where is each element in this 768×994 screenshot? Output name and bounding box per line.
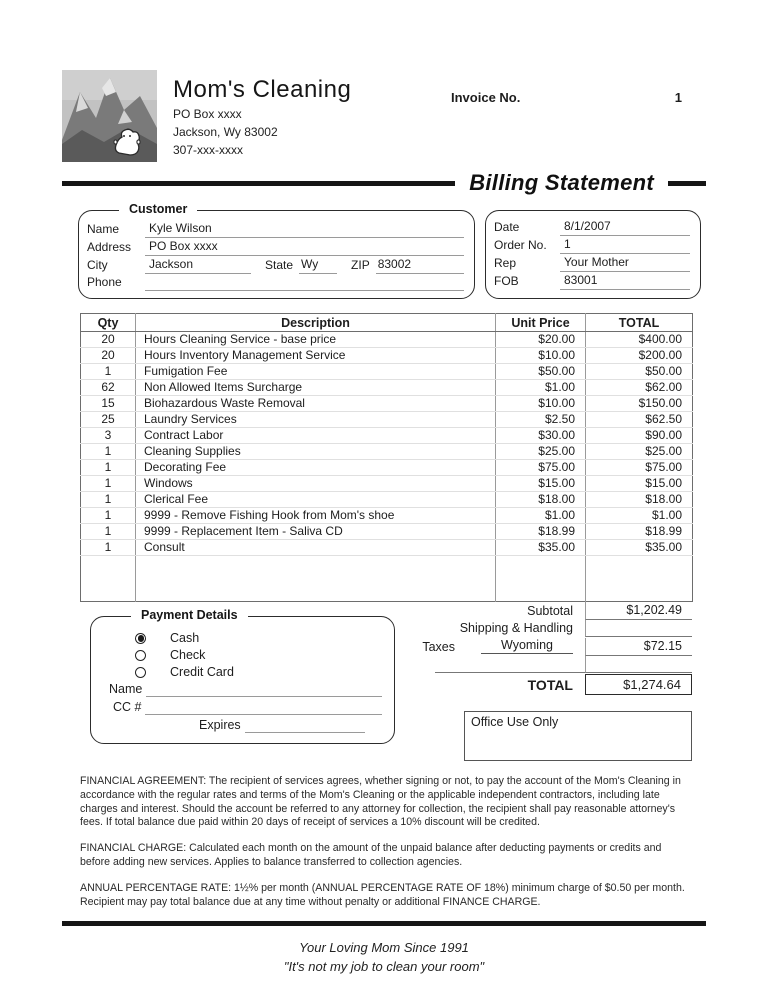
footer-slogan-line1: Your Loving Mom Since 1991 — [299, 940, 469, 956]
company-info — [173, 70, 451, 158]
description-cell: Decorating Fee — [136, 460, 496, 476]
total-cell: $75.00 — [586, 460, 693, 476]
subtotal-label: Subtotal — [527, 604, 573, 618]
order-rep-label: Rep — [494, 256, 517, 270]
total-cell: $62.50 — [586, 412, 693, 428]
table-row — [81, 428, 693, 444]
office-use-only-label: Office Use Only — [471, 715, 559, 729]
invoice-number-block — [451, 90, 706, 105]
order-rep-row — [494, 255, 690, 272]
payment-expires-label: Expires — [199, 718, 241, 732]
table-header-row — [81, 314, 693, 332]
shipping-value — [585, 620, 692, 637]
total-cell: $25.00 — [586, 444, 693, 460]
line-items-body — [81, 332, 693, 602]
payment-option-label: Check — [170, 648, 206, 662]
total-cell: $400.00 — [586, 332, 693, 348]
radio-icon[interactable] — [135, 650, 146, 661]
customer-address-field[interactable]: PO Box xxxx — [145, 239, 464, 256]
order-no-field[interactable]: 1 — [560, 237, 690, 254]
payment-expires-field[interactable] — [245, 719, 365, 733]
mountain-photo — [62, 70, 157, 162]
payment-cc-label: CC # — [113, 700, 142, 714]
taxes-row — [395, 637, 692, 656]
description-cell: Hours Cleaning Service - base price — [136, 332, 496, 348]
total-column-header: TOTAL — [586, 314, 693, 332]
qty-cell: 1 — [81, 508, 136, 524]
qty-cell: 15 — [81, 396, 136, 412]
description-cell: 9999 - Remove Fishing Hook from Mom's shoe — [136, 508, 496, 524]
unit-price-cell: $2.50 — [496, 412, 586, 428]
total-cell: $200.00 — [586, 348, 693, 364]
company-address-line1: PO Box xxxx — [173, 107, 242, 121]
title-rule-right — [668, 181, 706, 186]
payment-name-row — [103, 682, 382, 697]
payment-details-box — [90, 608, 395, 744]
totals-column — [395, 602, 706, 761]
financial-agreement-paragraph: FINANCIAL AGREEMENT: The recipient of services agrees, whether signing or not, to pay the account of the Mom's Cleaning in accordance with the regular rates and terms of the Mom's Cleaning or the applicable independent contractors, including late charges and interest. Should the account be referred to any attorney for collection, the recipient shall pay reasonable attorney's fees. If total balance due paid within 20 days of receipt of services a 10% discount will be credited. — [80, 775, 681, 829]
qty-cell: 1 — [81, 540, 136, 556]
payment-cc-field[interactable] — [145, 701, 382, 715]
total-cell: $18.00 — [586, 492, 693, 508]
description-cell: Consult — [136, 540, 496, 556]
table-row — [81, 332, 693, 348]
order-rep-field[interactable]: Your Mother — [560, 255, 690, 272]
total-cell: $18.99 — [586, 524, 693, 540]
grand-total-value: $1,274.64 — [585, 674, 692, 695]
qty-cell: 25 — [81, 412, 136, 428]
total-cell — [586, 556, 693, 602]
invoice-no-label: Invoice No. — [451, 90, 521, 105]
payment-expires-row — [193, 718, 382, 733]
order-info-box — [485, 210, 701, 299]
table-row — [81, 508, 693, 524]
company-logo — [62, 70, 157, 162]
payment-column — [62, 602, 395, 761]
payment-name-field[interactable] — [146, 683, 382, 697]
subtotal-row — [395, 602, 692, 620]
grand-total-row — [395, 674, 692, 695]
unit-price-cell: $25.00 — [496, 444, 586, 460]
total-cell: $90.00 — [586, 428, 693, 444]
qty-column-header: Qty — [81, 314, 136, 332]
customer-name-row — [87, 221, 464, 238]
shipping-label: Shipping & Handling — [459, 621, 573, 635]
page-header — [62, 70, 706, 162]
table-spacer-row — [81, 556, 693, 602]
subtotal-value: $1,202.49 — [585, 602, 692, 620]
table-row — [81, 460, 693, 476]
description-cell: Hours Inventory Management Service — [136, 348, 496, 364]
payment-option[interactable] — [135, 631, 382, 645]
taxes-value: $72.15 — [585, 638, 692, 656]
taxes-label-group — [395, 637, 585, 656]
qty-cell: 62 — [81, 380, 136, 396]
qty-cell: 1 — [81, 524, 136, 540]
total-cell: $50.00 — [586, 364, 693, 380]
unit-price-cell — [496, 556, 586, 602]
description-column-header: Description — [136, 314, 496, 332]
total-cell: $150.00 — [586, 396, 693, 412]
total-cell: $62.00 — [586, 380, 693, 396]
qty-cell: 1 — [81, 364, 136, 380]
unit-price-cell: $1.00 — [496, 380, 586, 396]
payment-option-label: Cash — [170, 631, 200, 645]
customer-phone-field[interactable] — [145, 276, 464, 291]
line-items-table — [80, 313, 693, 602]
customer-name-field[interactable]: Kyle Wilson — [145, 221, 464, 238]
description-cell: Windows — [136, 476, 496, 492]
description-cell — [136, 556, 496, 602]
customer-phone-label: Phone — [87, 275, 122, 289]
footer-quotes — [62, 938, 706, 976]
description-cell: Biohazardous Waste Removal — [136, 396, 496, 412]
table-row — [81, 348, 693, 364]
qty-cell: 1 — [81, 460, 136, 476]
unit-price-cell: $75.00 — [496, 460, 586, 476]
description-cell: 9999 - Replacement Item - Saliva CD — [136, 524, 496, 540]
customer-address-row — [87, 239, 464, 256]
payment-option-label: Credit Card — [170, 665, 234, 679]
unit-price-cell: $18.99 — [496, 524, 586, 540]
blank-label-line — [435, 659, 585, 673]
total-cell: $35.00 — [586, 540, 693, 556]
order-date-field[interactable]: 8/1/2007 — [560, 219, 690, 236]
unit-price-cell: $10.00 — [496, 396, 586, 412]
terms-section — [80, 775, 688, 909]
table-row — [81, 476, 693, 492]
company-name: Mom's Cleaning — [173, 76, 352, 103]
qty-cell: 20 — [81, 348, 136, 364]
office-use-only-box — [464, 711, 692, 761]
order-fob-label: FOB — [494, 274, 519, 288]
order-no-label: Order No. — [494, 238, 547, 252]
qty-cell: 1 — [81, 444, 136, 460]
taxes-region: Wyoming — [481, 638, 573, 654]
company-phone: 307-xxx-xxxx — [173, 143, 244, 157]
customer-zip-label: ZIP — [351, 258, 370, 272]
invoice-no-value: 1 — [674, 90, 682, 105]
apr-paragraph: ANNUAL PERCENTAGE RATE: 1½% per month (ANNUAL PERCENTAGE RATE OF 18%) minimum charge of $0.50 per month. Recipient may pay total balance due at any time without penalty or additional FINANCE CHARGE. — [80, 881, 685, 908]
unit-price-cell: $20.00 — [496, 332, 586, 348]
payment-option[interactable] — [135, 665, 382, 679]
description-cell: Cleaning Supplies — [136, 444, 496, 460]
footer-rule — [62, 921, 706, 926]
customer-city-label: City — [87, 258, 108, 272]
payment-option[interactable] — [135, 648, 382, 662]
page-title: Billing Statement — [469, 170, 654, 195]
customer-state-label: State — [265, 258, 294, 272]
table-row — [81, 396, 693, 412]
table-row — [81, 540, 693, 556]
table-row — [81, 380, 693, 396]
qty-cell: 3 — [81, 428, 136, 444]
table-row — [81, 524, 693, 540]
table-row — [81, 412, 693, 428]
unit-price-column-header: Unit Price — [496, 314, 586, 332]
order-no-row — [494, 237, 690, 254]
info-boxes-row — [62, 202, 706, 299]
customer-state-field[interactable]: Wy — [299, 257, 337, 274]
description-cell: Non Allowed Items Surcharge — [136, 380, 496, 396]
total-cell: $15.00 — [586, 476, 693, 492]
description-cell: Laundry Services — [136, 412, 496, 428]
customer-box — [78, 202, 475, 299]
financial-charge-paragraph: FINANCIAL CHARGE: Calculated each month on the amount of the unpaid balance after deducting payments or credits and before adding new services. Applies to balance transferred to collection agencies. — [80, 842, 662, 868]
lower-section — [62, 602, 706, 761]
footer-slogan-line2: "It's not my job to clean your room" — [283, 959, 485, 975]
taxes-label: Taxes — [422, 640, 455, 654]
unit-price-cell: $15.00 — [496, 476, 586, 492]
radio-icon[interactable] — [135, 667, 146, 678]
description-cell: Fumigation Fee — [136, 364, 496, 380]
company-address-line2: Jackson, Wy 83002 — [173, 125, 278, 139]
unit-price-cell: $35.00 — [496, 540, 586, 556]
unit-price-cell: $10.00 — [496, 348, 586, 364]
customer-box-title: Customer — [119, 202, 197, 216]
qty-cell: 1 — [81, 476, 136, 492]
table-row — [81, 492, 693, 508]
payment-details-title: Payment Details — [131, 608, 248, 622]
customer-city-field[interactable]: Jackson — [145, 257, 251, 274]
description-cell: Clerical Fee — [136, 492, 496, 508]
totals-blank-row — [395, 656, 692, 673]
order-date-row — [494, 219, 690, 236]
order-fob-field[interactable]: 83001 — [560, 273, 690, 290]
unit-price-cell: $18.00 — [496, 492, 586, 508]
qty-cell — [81, 556, 136, 602]
unit-price-cell: $1.00 — [496, 508, 586, 524]
customer-name-label: Name — [87, 222, 120, 236]
shipping-row — [395, 620, 692, 637]
table-row — [81, 444, 693, 460]
title-rule-left — [62, 181, 455, 186]
customer-address-label: Address — [87, 240, 132, 254]
description-cell: Contract Labor — [136, 428, 496, 444]
qty-cell: 20 — [81, 332, 136, 348]
radio-icon[interactable] — [135, 633, 146, 644]
order-fob-row — [494, 273, 690, 290]
table-row — [81, 364, 693, 380]
payment-name-label: Name — [109, 682, 143, 696]
totals-block — [395, 602, 706, 695]
customer-city-row — [87, 257, 464, 274]
total-cell: $1.00 — [586, 508, 693, 524]
customer-phone-row — [87, 275, 464, 291]
order-date-label: Date — [494, 220, 520, 234]
customer-zip-field[interactable]: 83002 — [376, 257, 464, 274]
document-title-row — [62, 170, 706, 196]
payment-cc-row — [103, 700, 382, 715]
unit-price-cell: $50.00 — [496, 364, 586, 380]
qty-cell: 1 — [81, 492, 136, 508]
grand-total-label: TOTAL — [527, 677, 573, 693]
unit-price-cell: $30.00 — [496, 428, 586, 444]
payment-options — [103, 631, 382, 679]
blank-value-cell — [585, 656, 692, 673]
